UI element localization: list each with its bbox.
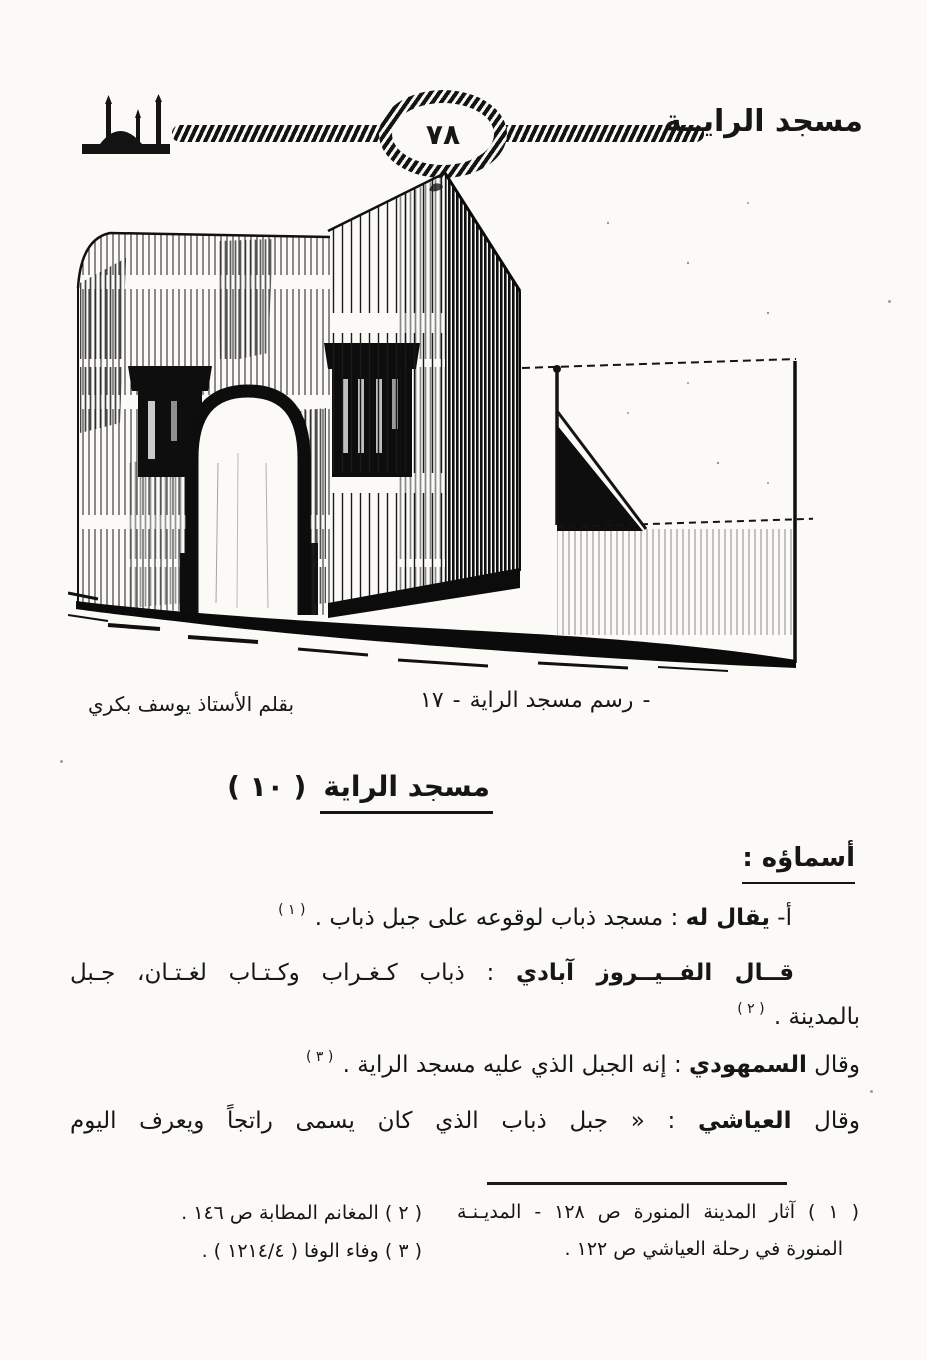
scan-speck: [888, 300, 891, 303]
footnote-ref-1: ( ١ ): [278, 902, 306, 919]
footnote-separator: [487, 1182, 787, 1185]
footnote-1-line2: المنورة في رحلة العياشي ص ١٢٢ .: [564, 1238, 843, 1260]
mosque-drawing: [68, 163, 813, 673]
running-head-title: مسجد الرايــة: [664, 104, 863, 139]
figure-number: ١٧: [420, 688, 444, 713]
drawing-railing-stairs: [522, 359, 796, 531]
section-title: مسجد الراية: [320, 770, 493, 814]
figure-caption-dash: -: [452, 688, 461, 713]
footnote-2: ( ٢ ) المغانم المطابة ص ١٤٦ .: [181, 1202, 422, 1224]
footnote-3: ( ٣ ) وفاء الوفا ( ١٢١٤/٤ ) .: [201, 1240, 422, 1262]
figure-credit: بقلم الأستاذ يوسف بكري: [88, 692, 295, 716]
figure-caption-title: رسم مسجد الراية: [469, 688, 634, 713]
footnote-column-left: [82, 1194, 422, 1270]
figure-caption: [420, 688, 650, 713]
scan-speck: [60, 760, 63, 763]
paragraph-firuzabadi-line1: قــال الفــيــروز آبادي : ذباب كـغـراب وكـتـاب لغـتـان، جـبل: [70, 960, 795, 986]
scan-noise: [607, 202, 769, 484]
bold-name-firuzabadi: قــال الفــيــروز آبادي: [515, 960, 795, 986]
bold-name-samhudi: السمهودي: [689, 1052, 807, 1078]
footnote-ref-2: ( ٢ ): [737, 1001, 765, 1018]
paragraph-yuqal-lahu: أ- يقال له : مسجد ذباب لوقوعه على جبل ذباب . $^{( ١ )}$: [278, 902, 792, 931]
mosque-silhouette-icon: [76, 94, 180, 166]
footnote-column-right: [457, 1194, 859, 1268]
bold-name-ayyashi: العياشي: [698, 1108, 792, 1134]
footnote-ref-3: ( ٣ ): [306, 1049, 334, 1066]
page-number: ٧٨: [392, 103, 494, 165]
scan-speck: [870, 1090, 873, 1093]
names-subheading: أسماؤه :: [742, 843, 855, 884]
bold-term: يقال له: [685, 905, 770, 931]
drawing-tower: [328, 173, 520, 618]
paragraph-ayyashi: وقال العياشي : « جبل ذباب الذي كان يسمى راتجاً ويعرف اليوم: [70, 1108, 860, 1134]
section-heading: [180, 770, 540, 814]
figure-caption-end-dash: -: [642, 688, 651, 713]
paragraph-samhudi: وقال السمهودي : إنه الجبل الذي عليه مسجد الراية . $^{( ٣ )}$: [306, 1049, 860, 1078]
section-number: ( ١٠ ): [227, 770, 307, 803]
paragraph-firuzabadi-line2: بالمدينة . $^{( ٢ )}$: [737, 1001, 860, 1030]
drawing-back-wall: [557, 517, 813, 649]
drawing-arch-doorway: [180, 391, 318, 615]
footnote-1-line1: ( ١ ) آثار المدينة المنورة ص ١٢٨ - المديـنـة: [457, 1201, 860, 1223]
